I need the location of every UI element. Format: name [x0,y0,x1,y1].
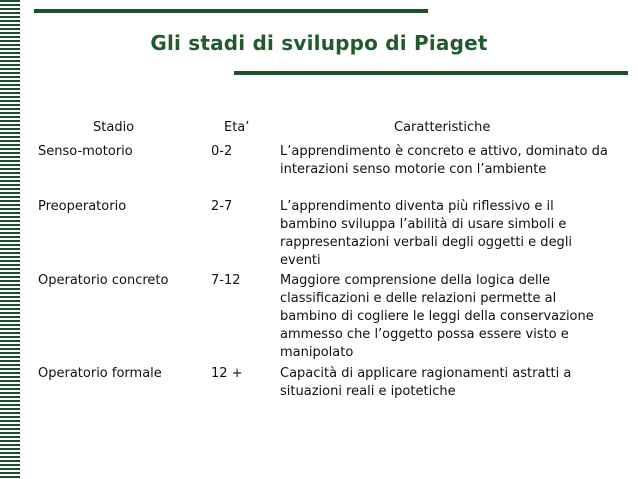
header-eta: Eta’ [224,120,250,135]
decorative-left-stripe [0,0,20,479]
row-caratteristiche: Capacità di applicare ragionamenti astratti a situazioni reali e ipotetiche [280,366,572,399]
row-stadio: Preoperatorio [38,199,127,214]
row-stadio: Senso-motorio [38,144,133,159]
row-eta: 0-2 [211,144,233,159]
row-eta: 2-7 [211,199,233,214]
row-eta: 12 + [211,366,243,381]
row-caratteristiche: L’apprendimento è concreto e attivo, dominato da interazioni senso motorie con l’ambiente [280,144,608,177]
row-stadio: Operatorio concreto [38,273,169,288]
header-caratteristiche: Caratteristiche [394,120,491,135]
row-stadio: Operatorio formale [38,366,162,381]
slide-title: Gli stadi di sviluppo di Piaget [150,31,488,55]
title-underline-bar [234,71,628,75]
row-caratteristiche: L’apprendimento diventa più riflessivo e il bambino sviluppa l’abilità di usare simboli e rappresentazioni verbali degli oggetti e degli eventi [280,199,573,268]
row-eta: 7-12 [211,273,241,288]
header-stadio: Stadio [93,120,135,135]
top-accent-bar [34,9,428,13]
row-caratteristiche: Maggiore comprensione della logica delle classificazioni e delle relazioni permette al bambino di cogliere le leggi della conservazione ammesso che l’oggetto possa essere visto e manipolato [280,273,594,360]
